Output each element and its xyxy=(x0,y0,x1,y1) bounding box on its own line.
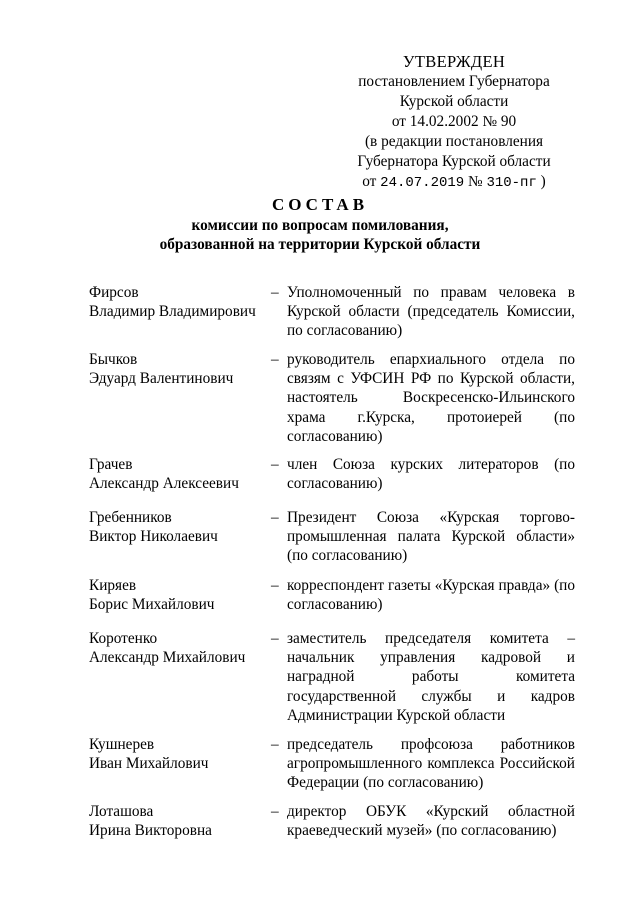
title-subtitle-2: образованной на территории Курской области xyxy=(159,236,481,253)
member-given-names: Борис Михайлович xyxy=(89,596,215,614)
member-given-names: Владимир Владимирович xyxy=(89,303,256,321)
approval-line-6 xyxy=(340,172,568,193)
approval-date: 24.07.2019 xyxy=(380,175,465,191)
member-given-names: Иван Михайлович xyxy=(89,755,209,773)
member-dash: – xyxy=(271,630,279,647)
approval-line-5: Губернатора Курской области xyxy=(357,153,551,170)
member-dash: – xyxy=(271,577,279,594)
member-role-line: (по согласованию) xyxy=(287,547,408,565)
member-role-line: руководитель епархиального отдела по xyxy=(287,351,575,368)
member-role-line: Федерации (по согласованию) xyxy=(287,774,484,792)
member-dash: – xyxy=(271,351,279,368)
member-name xyxy=(89,350,269,388)
member-role-line: директор ОБУК «Курский областной xyxy=(287,803,575,820)
member-role xyxy=(287,735,575,793)
member-role-line: наградной работы комитета xyxy=(287,668,575,686)
member-role-line: председатель профсоюза работников xyxy=(287,736,575,753)
member-surname: Гребенников xyxy=(89,509,172,526)
member-role xyxy=(287,508,575,566)
approval-stamp xyxy=(340,52,568,193)
member-role-line: краеведческий музей» (по согласованию) xyxy=(287,822,557,840)
member-name xyxy=(89,283,269,321)
approval-number-sign: № xyxy=(464,173,487,190)
member-name xyxy=(89,735,269,773)
member-surname: Кушнерев xyxy=(89,736,155,753)
member-role xyxy=(287,629,575,725)
member-dash: – xyxy=(271,284,279,301)
approval-date-prefix: от xyxy=(362,173,381,190)
approval-line-3: от 14.02.2002 № 90 xyxy=(391,113,517,130)
member-dash: – xyxy=(271,736,279,753)
approval-close-paren: ) xyxy=(536,173,546,190)
member-surname: Грачев xyxy=(89,456,133,473)
member-surname: Коротенко xyxy=(89,630,158,647)
member-role-line: Администрации Курской области xyxy=(287,706,506,724)
approval-line-2: Курской области xyxy=(399,93,509,110)
member-role-line: согласованию) xyxy=(287,475,383,493)
member-role-line: по согласованию) xyxy=(287,322,403,340)
member-role-line: связям с УФСИН РФ по Курской области, xyxy=(287,370,575,388)
member-given-names: Александр Алексеевич xyxy=(89,475,239,493)
member-name xyxy=(89,508,269,546)
member-role xyxy=(287,283,575,341)
member-role xyxy=(287,455,575,493)
member-surname: Бычков xyxy=(89,351,138,368)
member-given-names: Ирина Викторовна xyxy=(89,822,212,840)
member-role xyxy=(287,350,575,446)
member-role-line: настоятель Воскресенско-Ильинского xyxy=(287,389,575,407)
member-dash: – xyxy=(271,803,279,820)
member-role-line: начальник управления кадровой и xyxy=(287,649,575,667)
member-role-line: член Союза курских литераторов (по xyxy=(287,456,575,473)
member-surname: Лоташова xyxy=(89,803,154,820)
approval-line-1: постановлением Губернатора xyxy=(358,73,550,90)
member-dash: – xyxy=(271,509,279,526)
member-name xyxy=(89,629,269,667)
approval-heading: УТВЕРЖДЕН xyxy=(402,52,506,71)
member-given-names: Александр Михайлович xyxy=(89,649,246,667)
member-dash: – xyxy=(271,456,279,473)
member-role-line: корреспондент газеты «Курская правда» (по xyxy=(287,577,575,594)
member-surname: Фирсов xyxy=(89,284,139,301)
member-name xyxy=(89,455,269,493)
title-subtitle-1: комиссии по вопросам помилования, xyxy=(191,217,449,234)
member-role-line: храма г.Курска, протоиерей (по xyxy=(287,408,575,426)
document-title xyxy=(0,194,640,254)
member-name xyxy=(89,576,269,614)
member-role-line: агропромышленного комплекса Российской xyxy=(287,755,575,773)
member-name xyxy=(89,802,269,840)
member-given-names: Виктор Николаевич xyxy=(89,528,218,546)
member-role-line: Уполномоченный по правам человека в xyxy=(287,284,575,301)
approval-line-4: (в редакции постановления xyxy=(364,133,544,150)
member-given-names: Эдуард Валентинович xyxy=(89,370,234,388)
member-role-line: промышленная палата Курской области» xyxy=(287,528,575,546)
title-main: СОСТАВ xyxy=(271,195,369,214)
member-role xyxy=(287,576,575,614)
member-role-line: Курской области (председатель Комиссии, xyxy=(287,303,575,321)
member-role-line: Президент Союза «Курская торгово- xyxy=(287,509,575,526)
member-surname: Киряев xyxy=(89,577,137,594)
member-role-line: согласованию) xyxy=(287,427,383,445)
member-role-line: согласованию) xyxy=(287,596,383,614)
member-role xyxy=(287,802,575,840)
member-role-line: заместитель председателя комитета – xyxy=(287,630,575,647)
member-role-line: государственной службы и кадров xyxy=(287,687,575,705)
approval-number: 310-пг xyxy=(486,175,537,191)
